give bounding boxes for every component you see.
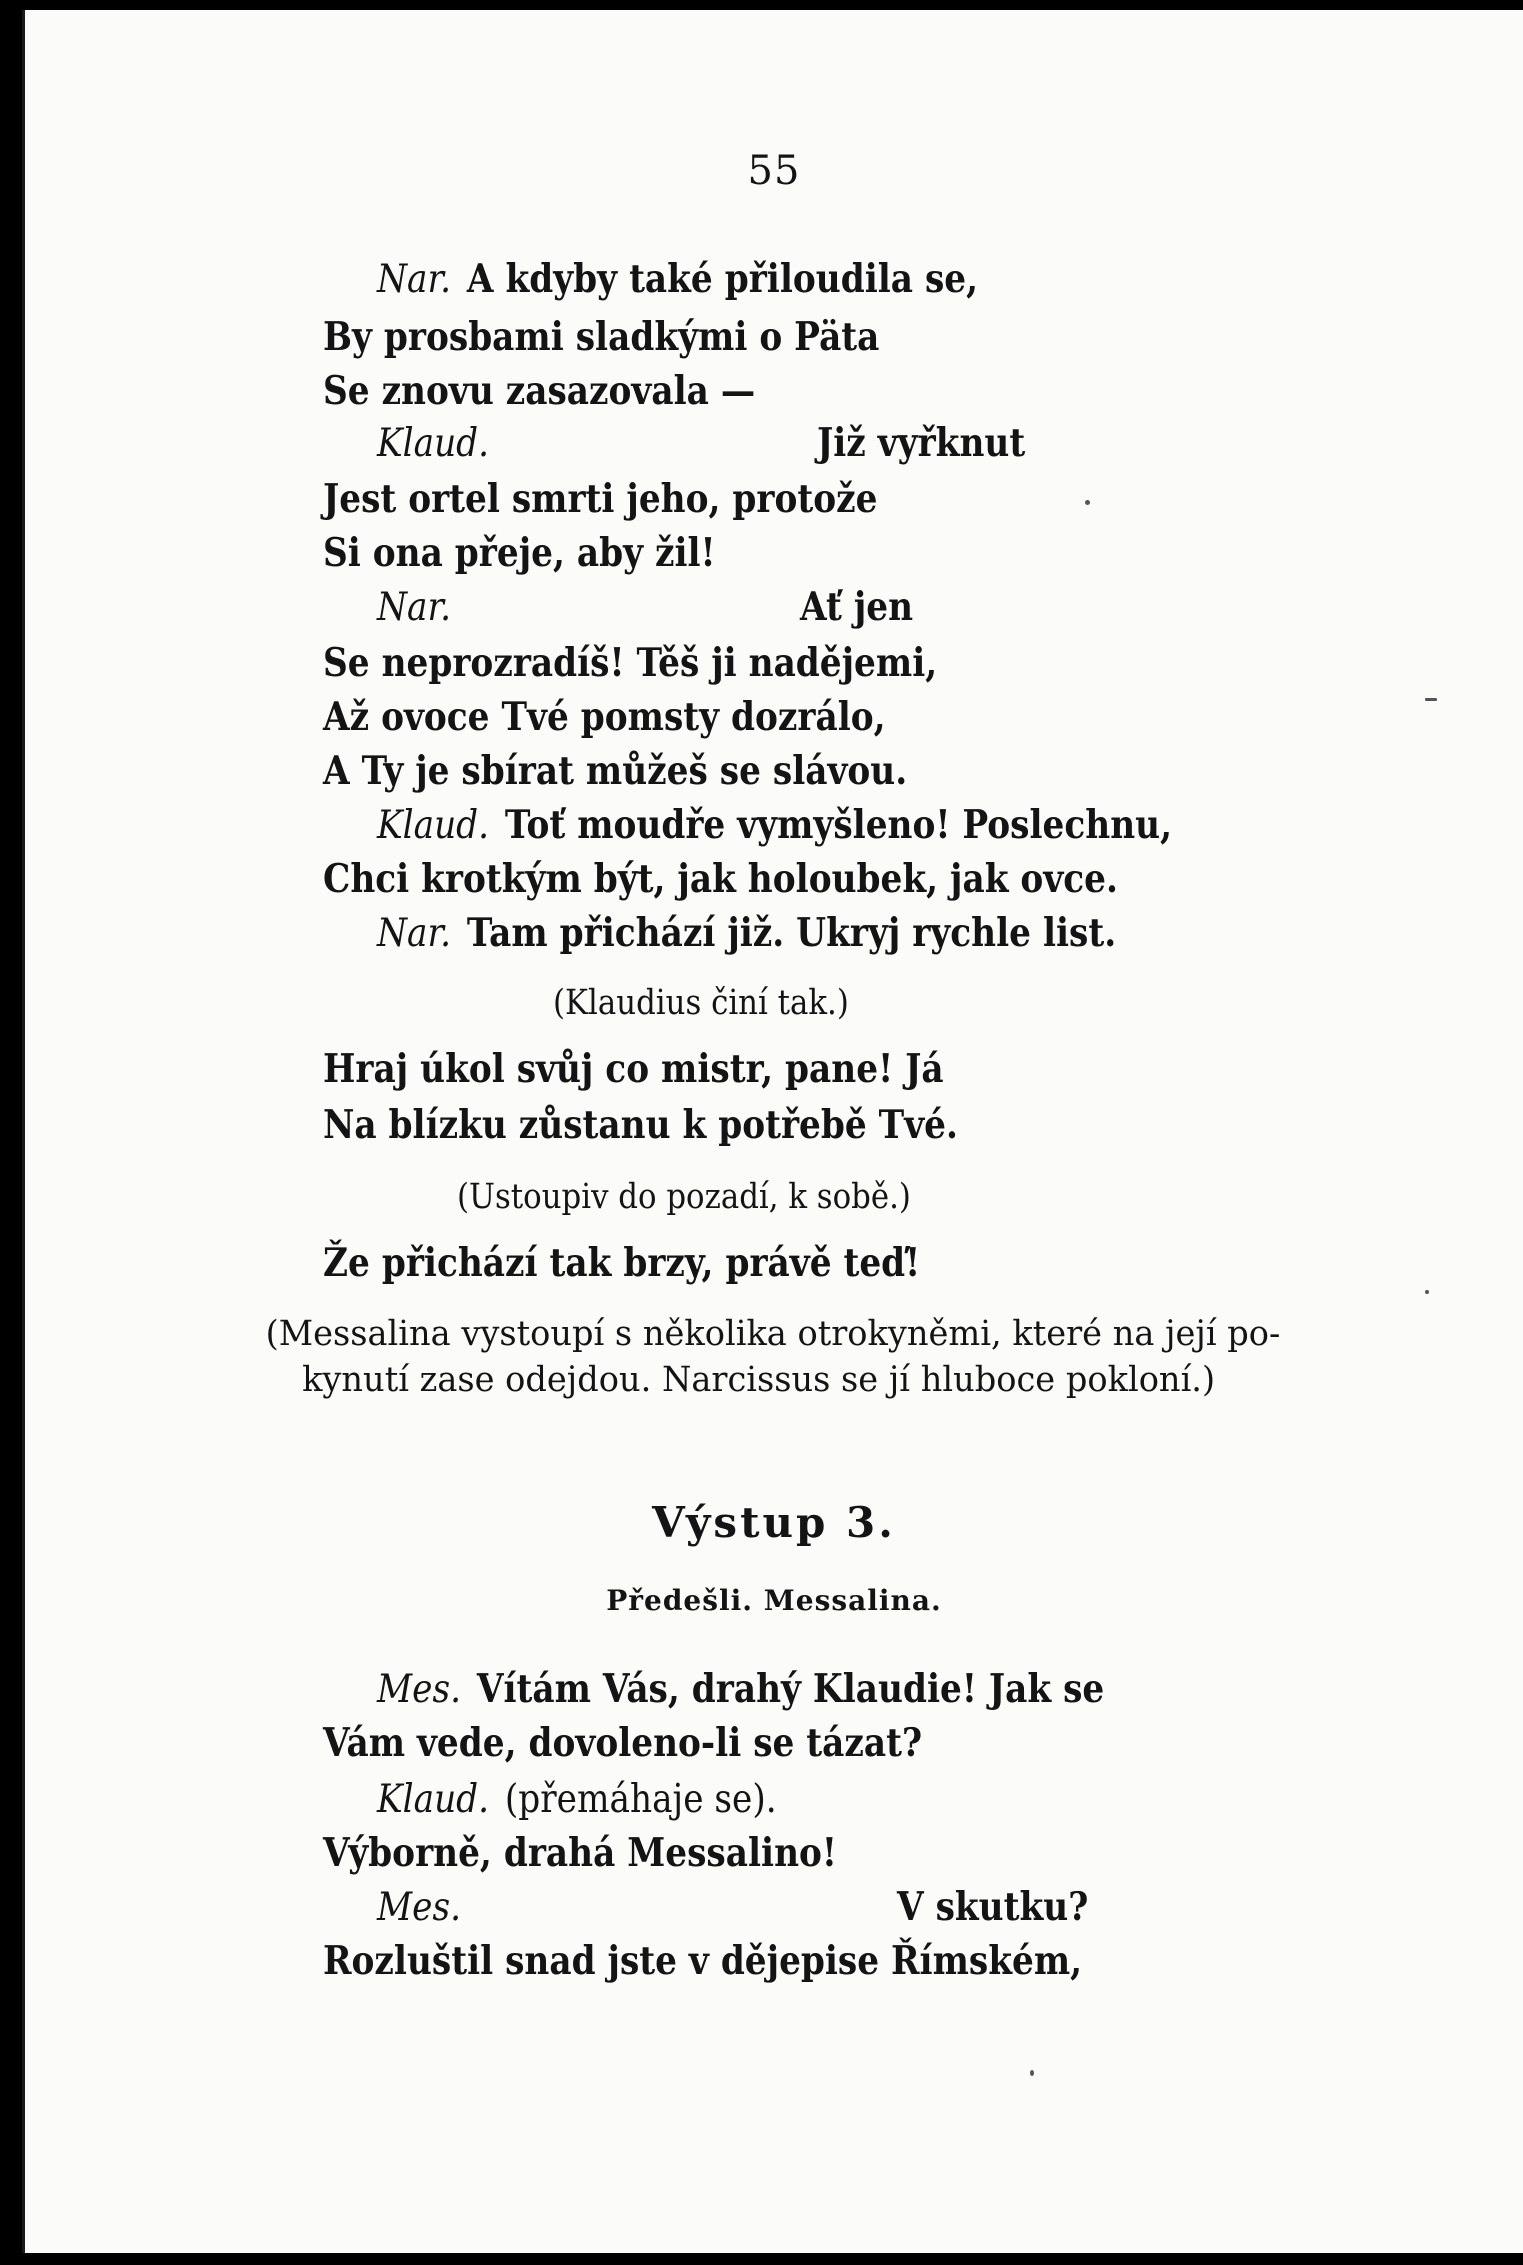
verse-line [377, 1885, 477, 1930]
scan-speck [1030, 2070, 1034, 2076]
speaker-name: Klaud. [377, 803, 490, 848]
scene-persons: Předešli. Messalina. [606, 1584, 942, 1617]
stage-direction: (Ustoupiv do pozadí, k sobě.) [457, 1177, 911, 1217]
scan-speck [1085, 500, 1090, 505]
verse-line: Rozluštil snad jste v dějepise Římském, [323, 1938, 1083, 1984]
page-number: 55 [747, 148, 801, 194]
verse-line: Nar. Tam přichází již. Ukryj rychle list. [377, 910, 1117, 956]
verse-line-continuation: Již vyřknut [817, 420, 1026, 466]
verse-line: Si ona přeje, aby žil! [323, 530, 716, 576]
speaker-name: Mes. [377, 1667, 461, 1712]
verse-line: Výborně, drahá Messalino! [323, 1830, 837, 1876]
verse-line: Se znovu zasazovala — [323, 368, 756, 414]
scene-title: Výstup 3. [652, 1498, 896, 1547]
verse-line: A Ty je sbírat můžeš se slávou. [323, 748, 908, 794]
stage-direction-line: kynutí zase odejdou. Narcissus se jí hluboce pokloní.) [302, 1359, 1216, 1400]
verse-line: Vám vede, dovoleno-li se tázat? [323, 1720, 923, 1766]
stage-direction-block [173, 1312, 1373, 1403]
verse-line: Až ovoce Tvé pomsty dozrálo, [323, 694, 886, 740]
verse-text [25, 10, 1523, 2253]
verse-line: Na blízku zůstanu k potřebě Tvé. [323, 1102, 958, 1148]
speaker-name: Nar. [377, 257, 452, 302]
speaker-name: Mes. [377, 1885, 461, 1930]
verse-line: Jest ortel smrti jeho, protože [323, 476, 878, 522]
book-page [22, 10, 1523, 2253]
verse-line: Klaud. Toť moudře vymyšleno! Poslechnu, [377, 802, 1173, 848]
verse-line-continuation: Ať jen [800, 584, 914, 630]
scan-speck [1425, 698, 1437, 701]
speaker-name: Klaud. [377, 421, 490, 466]
verse-line: Hraj úkol svůj co mistr, pane! Já [323, 1046, 944, 1092]
verse-line [377, 585, 467, 630]
speaker-name: Nar. [377, 585, 452, 630]
verse-line: Že přichází tak brzy, právě teď! [323, 1240, 921, 1286]
stage-direction: (Klaudius činí tak.) [553, 983, 849, 1023]
verse-line: Mes. Vítám Vás, drahý Klaudie! Jak se [377, 1666, 1105, 1712]
stage-direction-line: (Messalina vystoupí s několika otrokyněmi, které na její po- [265, 1314, 1281, 1354]
verse-line: Se neprozradíš! Těš ji nadějemi, [323, 640, 938, 686]
verse-line: Nar. A kdyby také přiloudila se, [377, 256, 979, 302]
scan-speck [1425, 1290, 1429, 1294]
speaker-name: Klaud. [377, 1777, 490, 1822]
verse-line: By prosbami sladkými o Päta [323, 314, 880, 360]
verse-line-continuation: V skutku? [897, 1884, 1089, 1930]
verse-line [377, 421, 505, 466]
verse-line: Klaud. (přemáhaje se). [377, 1777, 777, 1822]
speaker-name: Nar. [377, 911, 452, 956]
verse-line: Chci krotkým být, jak holoubek, jak ovce. [323, 856, 1118, 902]
